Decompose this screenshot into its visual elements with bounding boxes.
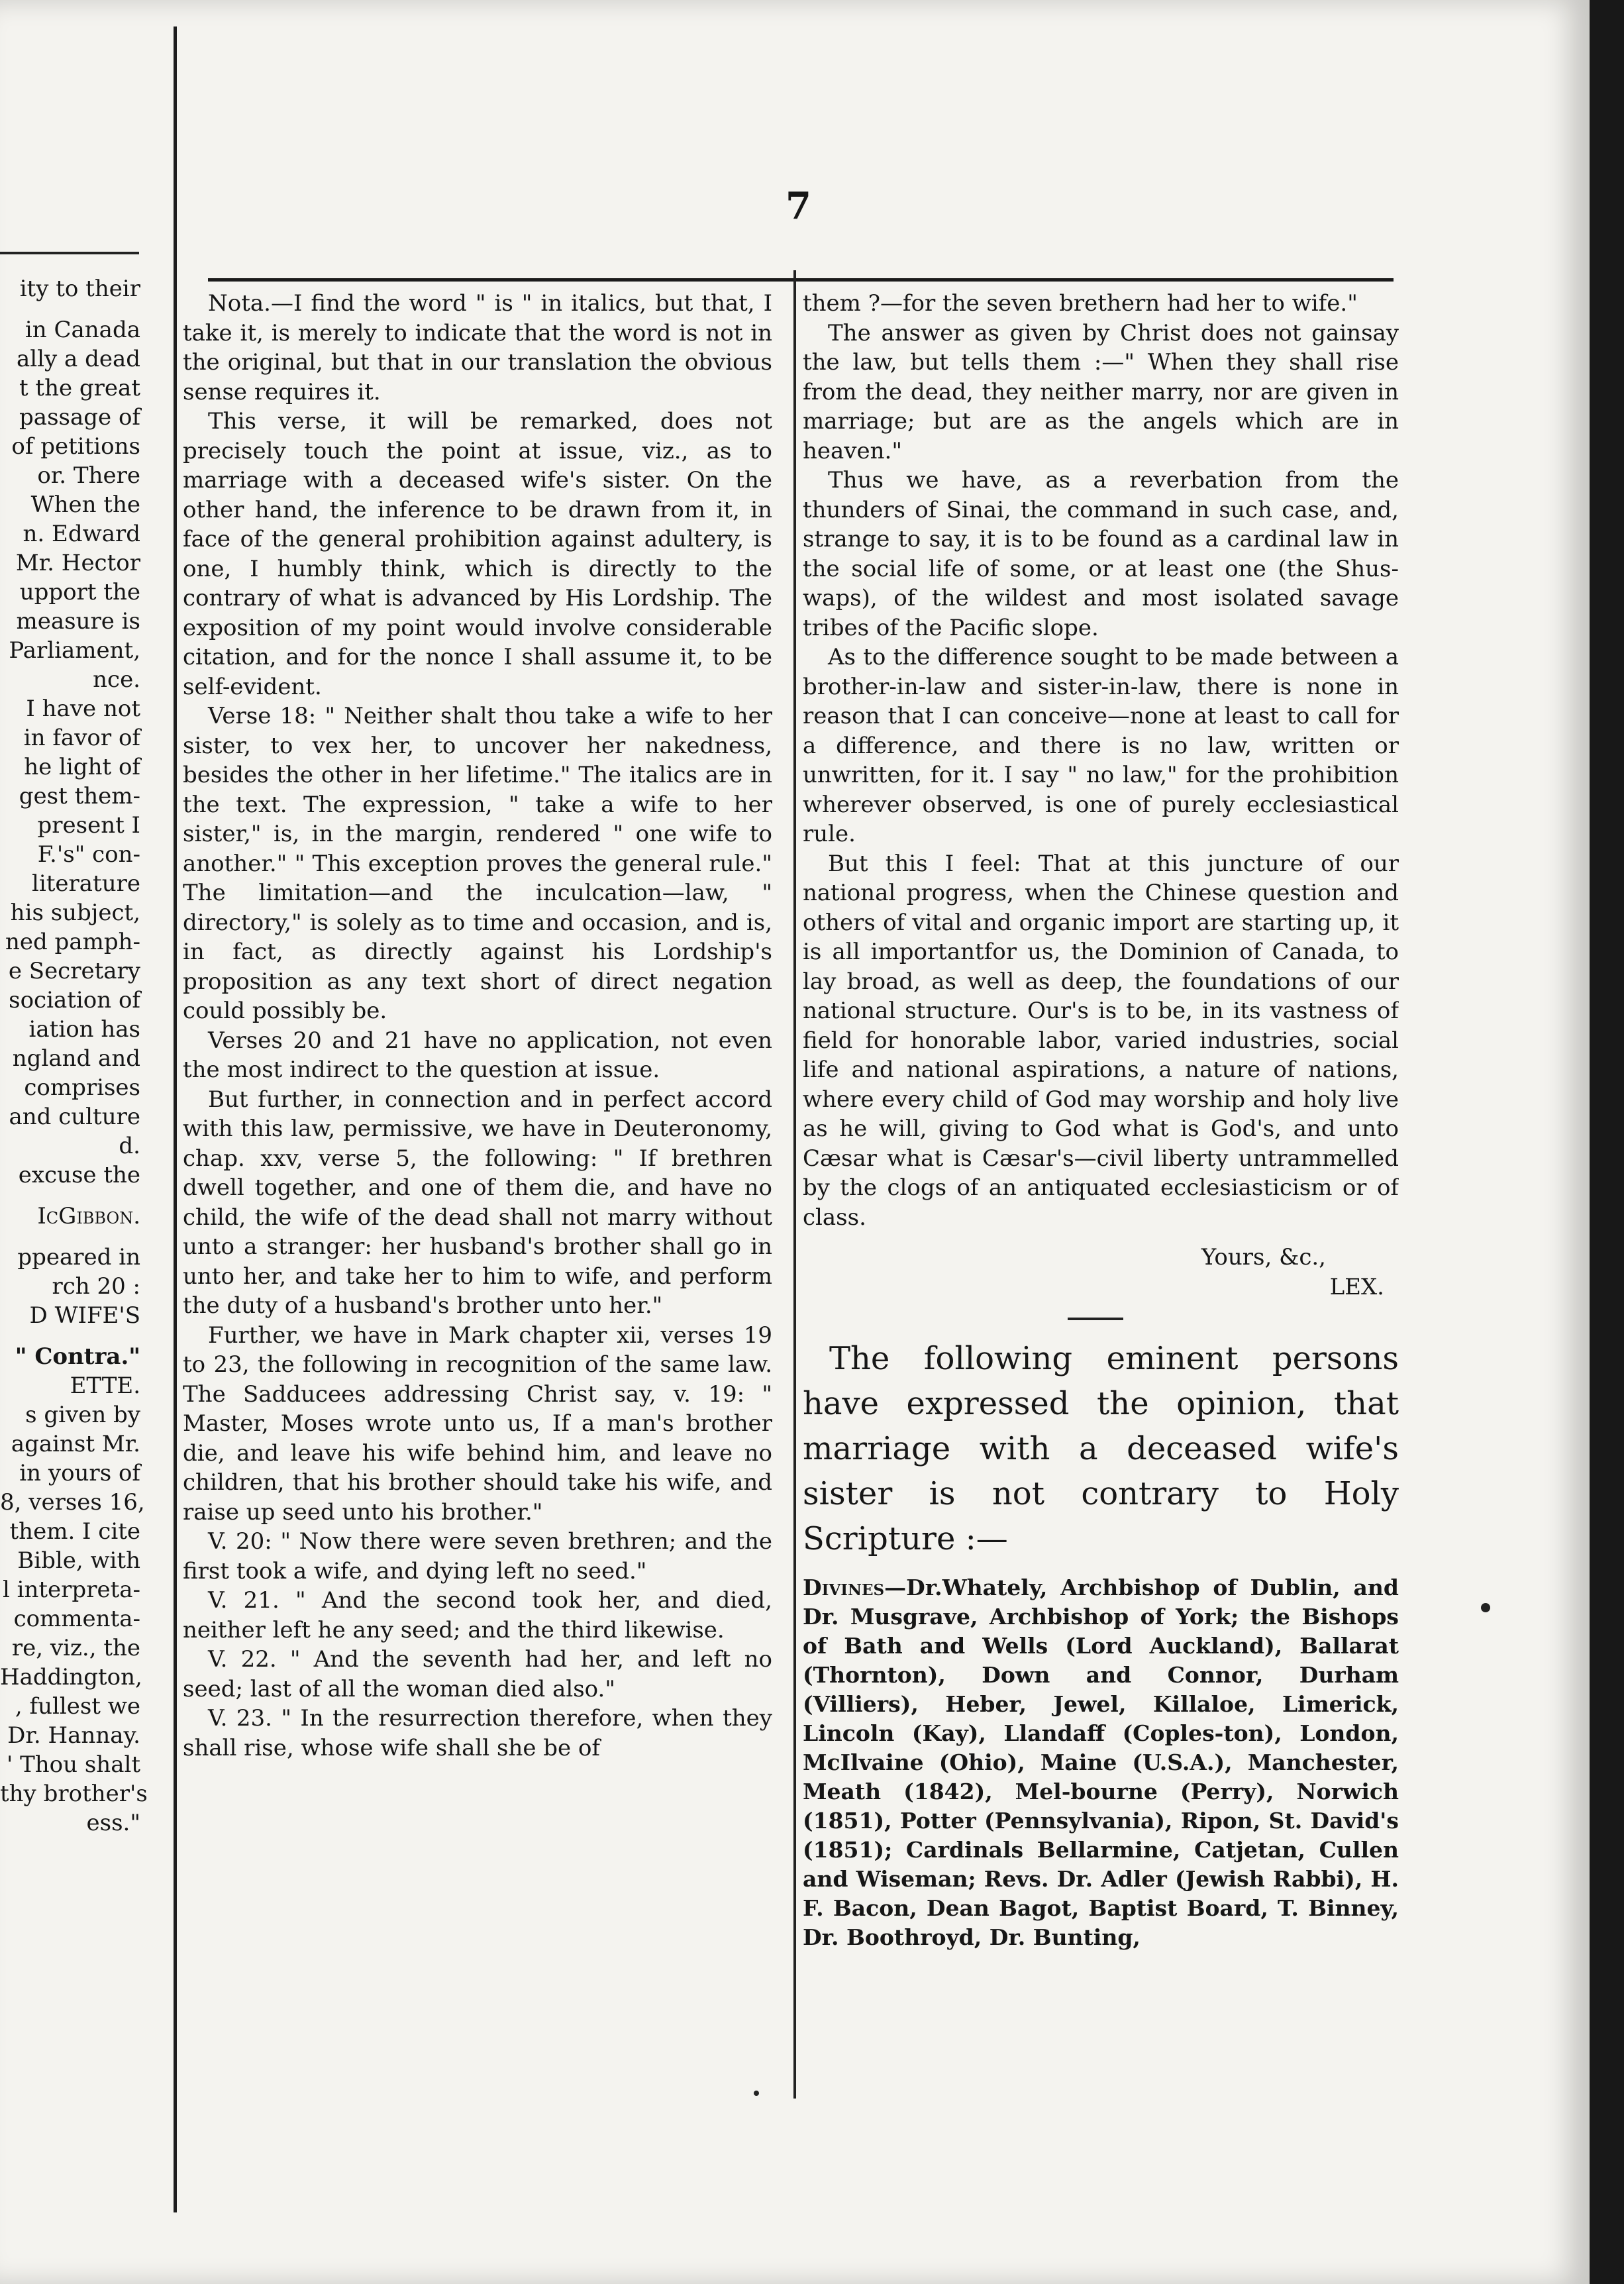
left-line: Parliament, <box>9 637 140 664</box>
left-line: 8, verses 16, <box>0 1489 145 1516</box>
left-column-divider <box>174 26 177 2212</box>
left-line: thy brother's <box>0 1781 148 1807</box>
left-line: F.'s" con- <box>37 841 140 868</box>
paragraph: Verses 20 and 21 have no application, not even the most indirect to the question at issue. <box>183 1027 772 1083</box>
paragraph: V. 22. " And the seventh had her, and left no seed; last of all the woman died also." <box>183 1646 772 1702</box>
paragraph: Nota.—I find the word " is " in italics, but that, I take it, is merely to indicate that the word is not in the original, but that in our translation the obvious sense requires it. <box>183 290 772 405</box>
paragraph: Thus we have, as a reverbation from the thunders of Sinai, the command in such case, and, strange to say, it is to be found as a cardinal law in the social life of some, or at least one (the Shus-waps), of the wildest and most isolated savage tribes of the Pacific slope. <box>803 467 1399 641</box>
article-column-2 <box>803 289 1399 2117</box>
paragraph: V. 23. " In the resurrection therefore, when they shall rise, whose wife shall she be of <box>183 1705 772 1761</box>
left-line: excuse the <box>18 1162 140 1188</box>
left-line: gest them- <box>19 783 140 809</box>
left-contra: " Contra." <box>15 1343 140 1370</box>
signature-name: LEX. <box>1329 1273 1384 1300</box>
left-line: sociation of <box>9 987 140 1013</box>
left-line: against Mr. <box>11 1431 140 1457</box>
left-line: or. There <box>37 462 140 489</box>
left-line: present I <box>37 812 140 839</box>
left-line: in Canada <box>25 317 140 343</box>
divines-list <box>803 1573 1399 1952</box>
left-line: passage of <box>19 404 140 431</box>
left-line: d. <box>119 1133 140 1159</box>
left-line: t the great <box>19 375 140 401</box>
left-appeared-line: rch 20 : <box>52 1273 140 1300</box>
paragraph: The answer as given by Christ does not gainsay the law, but tells them :—" When they shall rise from the dead, they neither marry, nor are given in marriage; but are as the angels which are in heaven." <box>803 319 1399 464</box>
paragraph: As to the difference sought to be made between a brother-in-law and sister-in-law, there is none in reason that I can conceive—none at least to call for a difference, and there is no law, written or unwritten, for it. I say " no law," for the prohibition wherever observed, is one of purely ecclesiastical rule. <box>803 644 1399 847</box>
left-line: and culture <box>9 1104 140 1130</box>
paragraph: But further, in connection and in perfect accord with this law, permissive, we have in Deuteronomy, chap. xxv, verse 5, the following: " If brethren dwell together, and one of them die, and have no child, the wife of the dead shall not marry without unto a stranger: her husband's brother shall go in unto her, and take her to him to wife, and perform the duty of a husband's brother unto her." <box>183 1086 772 1319</box>
left-line: ned pamph- <box>5 929 140 955</box>
left-line: n. Edward <box>23 521 140 547</box>
paragraph: Further, we have in Mark chapter xii, verses 19 to 23, the following in recognition of the same law. The Sadducees addressing Christ say, v. 19: " Master, Moses wrote unto us, If a man's brother die, and leave his wife behind him, and leave no children, that his brother should take his wife, and raise up seed unto his brother." <box>183 1322 772 1526</box>
section-divider <box>1068 1318 1123 1320</box>
paragraph: This verse, it will be remarked, does not precisely touch the point at issue, viz., as to marriage with a deceased wife's sister. On the other hand, the inference to be drawn from it, in face of the general prohibition against adultery, is one, I humbly think, which is directly to the contrary of what is advanced by His Lordship. The exposition of my point would involve considerable citation, and for the nonce I shall assume it, to be self-evident. <box>183 408 772 700</box>
left-line: he light of <box>24 754 140 780</box>
left-line: literature <box>32 870 140 897</box>
paragraph: V. 21. " And the second took her, and died, neither left he any seed; and the third likewise. <box>183 1587 772 1643</box>
left-line: of petitions <box>11 433 140 460</box>
header-rule <box>208 278 1394 282</box>
left-signature: IcGibbon. <box>37 1203 140 1229</box>
left-line: Bible, with <box>17 1547 140 1574</box>
left-appeared-line: ppeared in <box>17 1244 140 1271</box>
article-column-1 <box>183 289 772 2117</box>
sign-off: Yours, &c., <box>1201 1244 1326 1271</box>
left-line: Mr. Hector <box>15 550 140 576</box>
left-line: ' Thou shalt <box>6 1751 140 1778</box>
margin-speck <box>1481 1603 1490 1612</box>
margin-speck <box>754 2091 759 2096</box>
page-number: 7 <box>786 184 811 228</box>
left-line: ally a dead <box>16 346 140 372</box>
left-line: l interpreta- <box>2 1577 140 1603</box>
left-line: When the <box>30 492 140 518</box>
divines-label: Divines <box>803 1575 885 1600</box>
left-line: them. I cite <box>9 1518 140 1545</box>
left-line: commenta- <box>13 1606 140 1632</box>
left-line: ess." <box>86 1810 140 1836</box>
left-line: ity to their <box>19 276 140 302</box>
lead-statement: The following eminent persons have expressed the opinion, that marriage with a deceased wife's sister is not contrary to Holy Scripture :— <box>803 1340 1399 1557</box>
left-line: comprises <box>24 1074 140 1101</box>
paragraph: V. 20: " Now there were seven brethren; and the first took a wife, and dying left no seed." <box>183 1528 772 1584</box>
left-line: measure is <box>16 608 140 635</box>
left-heading: D WIFE'S <box>29 1302 140 1329</box>
scan-border <box>1590 0 1624 2284</box>
left-line: iation has <box>28 1016 140 1043</box>
column-divider <box>793 270 796 2099</box>
paragraph: them ?—for the seven brethern had her to wife." <box>803 290 1358 317</box>
left-line: I have not <box>26 696 140 722</box>
left-gazette: ETTE. <box>70 1373 140 1399</box>
left-line: upport the <box>19 579 140 605</box>
left-line: e Secretary <box>8 958 140 984</box>
left-line: s given by <box>25 1402 140 1428</box>
left-line: ngland and <box>12 1045 140 1072</box>
left-top-rule <box>0 252 139 254</box>
left-line: in yours of <box>19 1460 140 1486</box>
left-line: Haddington, <box>0 1664 142 1690</box>
paragraph: But this I feel: That at this juncture of our national progress, when the Chinese question and others of vital and organic import are starting up, it is all importantfor us, the Dominion of Canada, to lay broad, as well as deep, the foundations of our national structure. Our's is to be, in its vastness of field for honorable labor, varied industries, social life and national aspirations, a nature of nations, where every child of God may worship and holy live as he will, giving to God what is God's, and unto Cæsar what is Cæsar's—civil liberty untrammelled by the clogs of an antiquated ecclesiasticism or of class. <box>803 850 1399 1231</box>
paragraph: Verse 18: " Neither shalt thou take a wife to her sister, to vex her, to uncover her nakedness, besides the other in her lifetime." The italics are in the text. The expression, " take a wife to her sister," is, in the margin, rendered " one wife to another." " This exception proves the general rule." The limitation—and the inculcation—law, " directory," is solely as to time and occasion, and is, in fact, as directly against his Lordship's proposition as any text short of direct negation could possibly be. <box>183 703 772 1024</box>
left-line: , fullest we <box>15 1693 140 1720</box>
left-line: Dr. Hannay. <box>7 1722 140 1749</box>
left-line: re, viz., the <box>11 1635 140 1661</box>
divines-text: —Dr.Whately, Archbishop of Dublin, and Dr. Musgrave, Archbishop of York; the Bishops of Bath and Wells (Lord Auckland), Ballarat (Thornton), Down and Connor, Durham (Villiers), Heber, Jewel, Killaloe, Limerick, Lincoln (Kay), Llandaff (Coples-ton), London, McIlvaine (Ohio), Maine (U.S.A.), Manchester, Meath (1842), Mel-bourne (Perry), Norwich (1851), Potter (Pennsylvania), Ripon, St. David's (1851); Cardinals Bellarmine, Catjetan, Cullen and Wiseman; Revs. Dr. Adler (Jewish Rabbi), H. F. Bacon, Dean Bagot, Baptist Board, T. Binney, Dr. Boothroyd, Dr. Bunting, <box>803 1575 1399 1950</box>
left-line: in favor of <box>23 725 140 751</box>
left-line: his subject, <box>10 900 140 926</box>
left-line: nce. <box>93 666 140 693</box>
left-column-fragment <box>0 252 150 2080</box>
left-fragment-top <box>0 252 150 1838</box>
